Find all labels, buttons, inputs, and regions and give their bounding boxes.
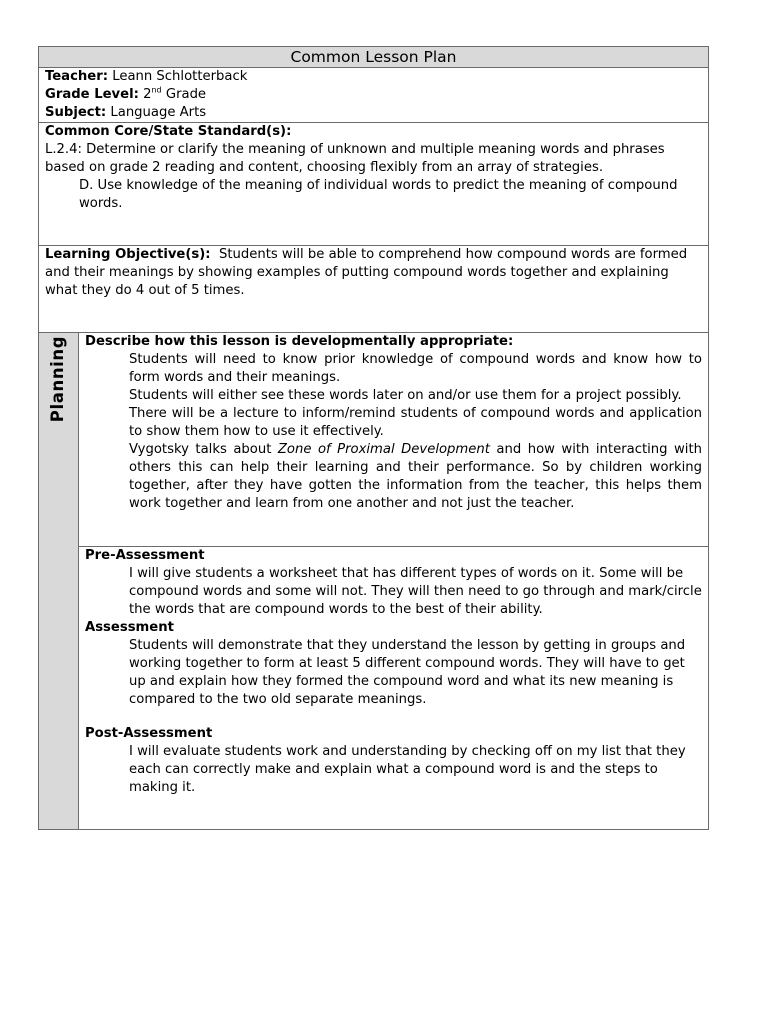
- grade-suffix: nd: [151, 85, 162, 95]
- lesson-plan-document: [38, 46, 708, 830]
- standards-label: Common Core/State Standard(s):: [45, 124, 292, 139]
- objective-text: Students will be able to comprehend how compound words are formed and their meanings by showing examples of putting compound words together and explaining what they do 4 out of 5 times.: [45, 247, 688, 298]
- vygotsky-before: Vygotsky talks about: [129, 442, 278, 457]
- objective-text-block: [45, 246, 702, 300]
- developmental-item-4: [85, 441, 702, 513]
- standards-row: [39, 123, 709, 246]
- planning-side-label: Planning: [48, 335, 68, 423]
- grade-word: Grade: [165, 87, 207, 102]
- developmental-item-2: Students will either see these words later on and/or use them for a project possibly.: [129, 388, 682, 403]
- objective-row: [39, 246, 709, 333]
- objective-cell: [39, 246, 709, 333]
- assessment-label: Assessment: [85, 620, 174, 635]
- title-row: [39, 47, 709, 68]
- developmental-item-3: There will be a lecture to inform/remind students of compound words and application to show them how to use it effectively.: [129, 406, 702, 439]
- post-assessment-label: Post-Assessment: [85, 726, 213, 741]
- planning-side-cell: [39, 333, 79, 830]
- grade-line: [45, 86, 702, 104]
- subject-value: Language Arts: [110, 105, 207, 120]
- standards-sub: D. Use knowledge of the meaning of individual words to predict the meaning of compound words.: [79, 178, 678, 211]
- vygotsky-italic: Zone of Proximal Development: [277, 442, 490, 457]
- header-cell: [39, 68, 709, 123]
- subject-line: [45, 104, 702, 122]
- pre-assessment-label: Pre-Assessment: [85, 548, 205, 563]
- standards-cell: [39, 123, 709, 246]
- teacher-value: Leann Schlotterback: [112, 69, 248, 84]
- standards-main: L.2.4: Determine or clarify the meaning of unknown and multiple meaning words and phrases based on grade 2 reading and content, choosing flexibly from an array of strategies.: [45, 142, 665, 175]
- planning-row-assessment: [39, 547, 709, 830]
- header-row: [39, 68, 709, 123]
- objective-label: Learning Objective(s):: [45, 247, 211, 262]
- document-title: Common Lesson Plan: [39, 47, 709, 68]
- pre-assessment-text: I will give students a worksheet that has different types of words on it. Some will be compound words and some will not. They will then need to go through and mark/circle the words that are compound words to the best of their ability.: [129, 566, 702, 617]
- grade-number: 2: [143, 87, 152, 102]
- post-assessment-text: I will evaluate students work and understanding by checking off on my list that they each can correctly make and explain what a compound word is and the steps to making it.: [129, 744, 686, 795]
- planning-side-label-box: [43, 333, 73, 425]
- developmental-cell: [79, 333, 709, 547]
- developmental-label: Describe how this lesson is developmentally appropriate:: [85, 334, 514, 349]
- lesson-plan-table: [38, 46, 709, 830]
- grade-label: Grade Level:: [45, 87, 139, 102]
- assessment-cell: [79, 547, 709, 830]
- subject-label: Subject:: [45, 105, 107, 120]
- vygotsky-after: and how with interacting with others this can help their learning and their performance. So by children working together, after they have gotten the information from the teacher, this helps them work together and learn from one another and not just the teacher.: [129, 442, 702, 511]
- developmental-item-1: Students will need to know prior knowledge of compound words and know how to form words and their meanings.: [129, 352, 702, 385]
- teacher-label: Teacher:: [45, 69, 109, 84]
- assessment-text: Students will demonstrate that they understand the lesson by getting in groups and working together to form at least 5 different compound words. They will have to get up and explain how they formed the compound word and what its new meaning is compared to the two old separate meanings.: [129, 638, 686, 707]
- teacher-line: [45, 68, 702, 86]
- spacer: [85, 709, 702, 725]
- planning-row-developmental: [39, 333, 709, 547]
